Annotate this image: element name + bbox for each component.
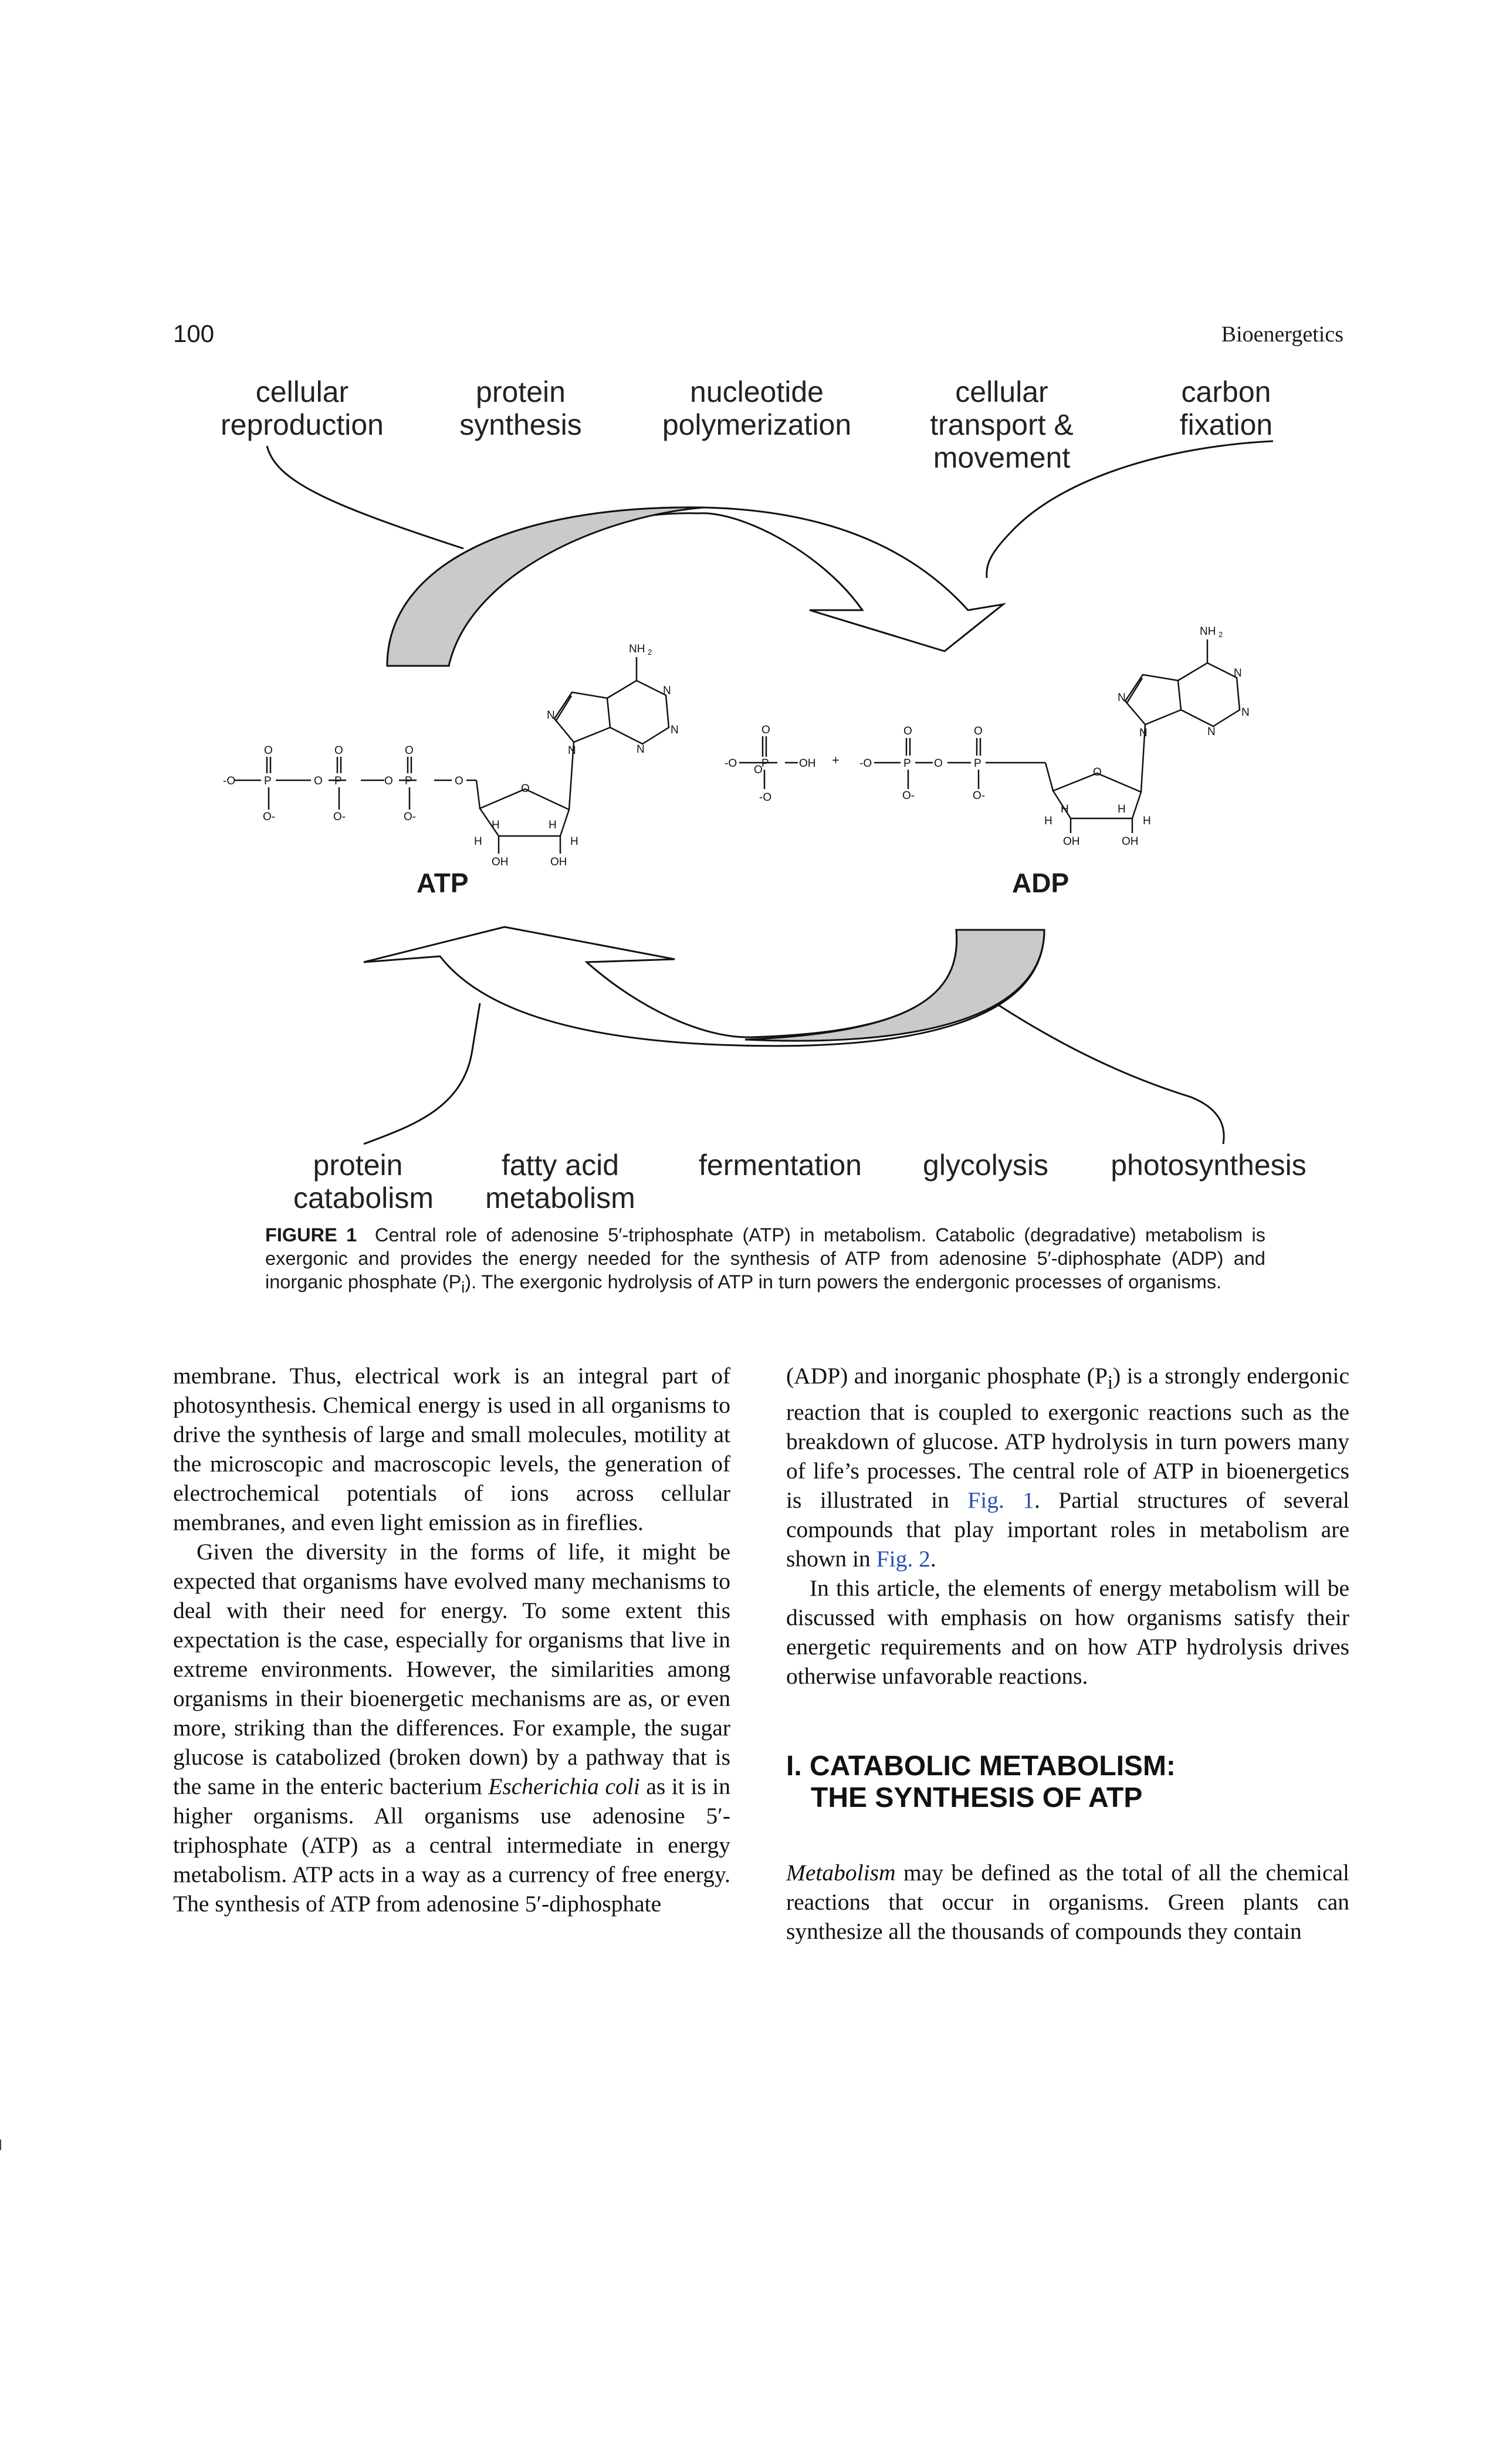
label-glycolysis: glycolysis [923,1149,1048,1182]
svg-text:2: 2 [648,648,652,656]
species-name: Escherichia coli [488,1773,640,1799]
svg-text:N: N [1234,667,1242,679]
svg-text:N: N [671,724,679,736]
svg-text:O: O [384,775,393,787]
section-heading-line: I. CATABOLIC METABOLISM: [786,1750,1176,1782]
page-number: 100 [173,320,215,347]
edge-mark [0,2140,1,2150]
label-carbon-fixation: carbon fixation [1179,375,1273,441]
paragraph [786,1361,1349,1573]
svg-text:N: N [1207,726,1216,738]
svg-text:H: H [570,835,578,848]
text-run: Given the diversity in the forms of life, it might be expected that organisms have evolved many mechanisms to deal with their need for energy. To some extent this expectation is the case, especially for organisms that live in extreme environments. However, the similarities among organisms in their bioenergetic mechanisms are as, or even more, striking than the differences. For example, the sugar glucose is catabolized (broken down) by a pathway that is the same in the enteric bacterium [173,1539,730,1799]
svg-text:O-: O- [333,811,346,823]
svg-text:P: P [974,757,981,770]
paragraph [786,1858,1349,1946]
svg-text:O: O [903,725,912,737]
svg-text:O: O [761,724,770,736]
text-run: ) is a strongly endergonic reaction that is coupled to exergonic reactions such as the breakdown of glucose. ATP hydrolysis in turn powers many of life’s processes. The central role of ATP in bioenergetics is illustrated in [786,1363,1349,1513]
label-cellular-transport: cellular transport & movement [930,375,1074,474]
caption-text: Central role of adenosine 5′-triphosphate (ATP) in metabolism. Catabolic (degradative) metabolism is exergonic and provides the energy needed for the synthesis of ATP from adenosine 5′-diphosphate (ADP) and inorganic phosphate (P [265,1224,1265,1292]
svg-text:P: P [761,757,769,770]
section-heading-line: THE SYNTHESIS OF ATP [811,1782,1143,1813]
svg-text:O-: O- [973,790,986,802]
subscript: i [1107,1372,1113,1393]
svg-text:OH: OH [1122,835,1139,848]
caption-text-end: ). The exergonic hydrolysis of ATP in turn powers the endergonic processes of organisms. [465,1271,1222,1292]
svg-text:O: O [455,775,463,787]
adp-structure [874,639,1240,833]
term: Metabolism [786,1859,896,1886]
adp-atoms [725,625,1250,848]
svg-text:N: N [663,685,671,697]
svg-text:N: N [1118,692,1126,704]
upper-arrow-shaded [387,507,704,666]
svg-text:H: H [474,835,482,848]
svg-text:N: N [547,709,555,722]
svg-text:-O: -O [759,791,772,804]
svg-text:H: H [1118,803,1126,815]
svg-text:O: O [314,775,323,787]
atp-atoms [223,643,763,868]
svg-text:O: O [754,764,763,776]
body-column-left [173,1361,730,1918]
caption-label: FIGURE 1 [265,1224,357,1245]
connector-curve [997,1004,1224,1144]
section-heading [786,1751,1349,1814]
svg-text:N: N [568,744,576,757]
svg-text:P: P [334,775,342,787]
plus-sign: + [832,753,840,767]
connector-curve [364,1003,480,1144]
svg-text:O-: O- [263,811,276,823]
label-nucleotide-polymerization: nucleotide polymerization [662,375,852,441]
svg-text:N: N [1139,727,1148,739]
label-cellular-reproduction: cellular reproduction [221,375,384,441]
label-photosynthesis: photosynthesis [1111,1149,1307,1182]
svg-text:H: H [1061,803,1069,815]
paragraph: membrane. Thus, electrical work is an integral part of photosynthesis. Chemical energy is used in all organisms to drive the synthesis of large and small molecules, motility at the microscopic and macroscopic levels, the generation of electrochemical potentials of ions across cellular membranes, and even light emission as in fireflies. [173,1363,730,1535]
atp-label: ATP [417,868,469,898]
paragraph: In this article, the elements of energy metabolism will be discussed with emphasis on how organisms satisfy their energetic requirements and on how ATP hydrolysis drives otherwise unfavorable reactions. [786,1575,1349,1689]
adp-label: ADP [1012,868,1069,898]
figure-caption [265,1223,1265,1299]
svg-text:OH: OH [550,856,567,868]
svg-text:H: H [1044,815,1052,827]
text-run: (ADP) and inorganic phosphate (P [786,1363,1108,1389]
svg-text:P: P [405,775,412,787]
body-column-right [786,1361,1349,1946]
svg-text:O: O [521,783,530,795]
label-protein-synthesis: protein synthesis [459,375,582,441]
svg-text:O: O [405,744,414,757]
svg-text:NH: NH [629,643,645,655]
caption-sub: i [461,1278,465,1297]
svg-text:H: H [492,819,500,831]
svg-text:H: H [549,819,557,831]
svg-text:O: O [334,744,343,757]
svg-text:O-: O- [902,790,915,802]
svg-text:P: P [264,775,272,787]
text-run: as it is in higher organisms. All organisms use adenosine 5′-triphosphate (ATP) as a central intermediate in energy metabolism. ATP acts in a way as a currency of free energy. The synthesis of ATP from adenosine 5′-diphosphate [173,1773,730,1917]
svg-text:H: H [1143,815,1151,827]
fig-2-link[interactable]: Fig. 2 [876,1545,930,1572]
svg-text:OH: OH [492,856,509,868]
fig-1-link[interactable]: Fig. 1 [967,1487,1035,1513]
svg-text:-O: -O [859,757,872,770]
svg-text:O: O [264,744,273,757]
svg-text:O: O [974,725,983,737]
svg-text:N: N [637,743,645,756]
svg-text:-O: -O [725,757,737,770]
connector-curve [267,446,463,549]
label-fermentation: fermentation [699,1149,862,1182]
text-run: may be defined as the total of all the chemical reactions that occur in organisms. Green plants can synthesize all the thousands of compounds they contain [786,1859,1349,1944]
label-fatty-acid-metabolism: fatty acid metabolism [485,1149,635,1214]
atp-structure [235,657,669,854]
svg-text:OH: OH [1063,835,1080,848]
svg-text:2: 2 [1219,630,1223,639]
paragraph [173,1537,730,1918]
svg-text:O-: O- [404,811,417,823]
lower-arrow-shaded [745,930,1044,1041]
svg-text:N: N [1241,706,1250,719]
svg-text:OH: OH [799,757,816,770]
label-protein-catabolism: protein catabolism [293,1149,434,1214]
svg-text:-O: -O [223,775,236,787]
text-run: . [930,1545,936,1572]
svg-text:P: P [903,757,911,770]
running-head: Bioenergetics [1221,322,1343,347]
text-run: . Partial structures of several compounds that play important roles in metabolism are shown in [786,1487,1349,1572]
svg-text:O: O [1093,766,1102,779]
svg-text:O: O [934,757,943,770]
svg-text:NH: NH [1200,625,1216,638]
